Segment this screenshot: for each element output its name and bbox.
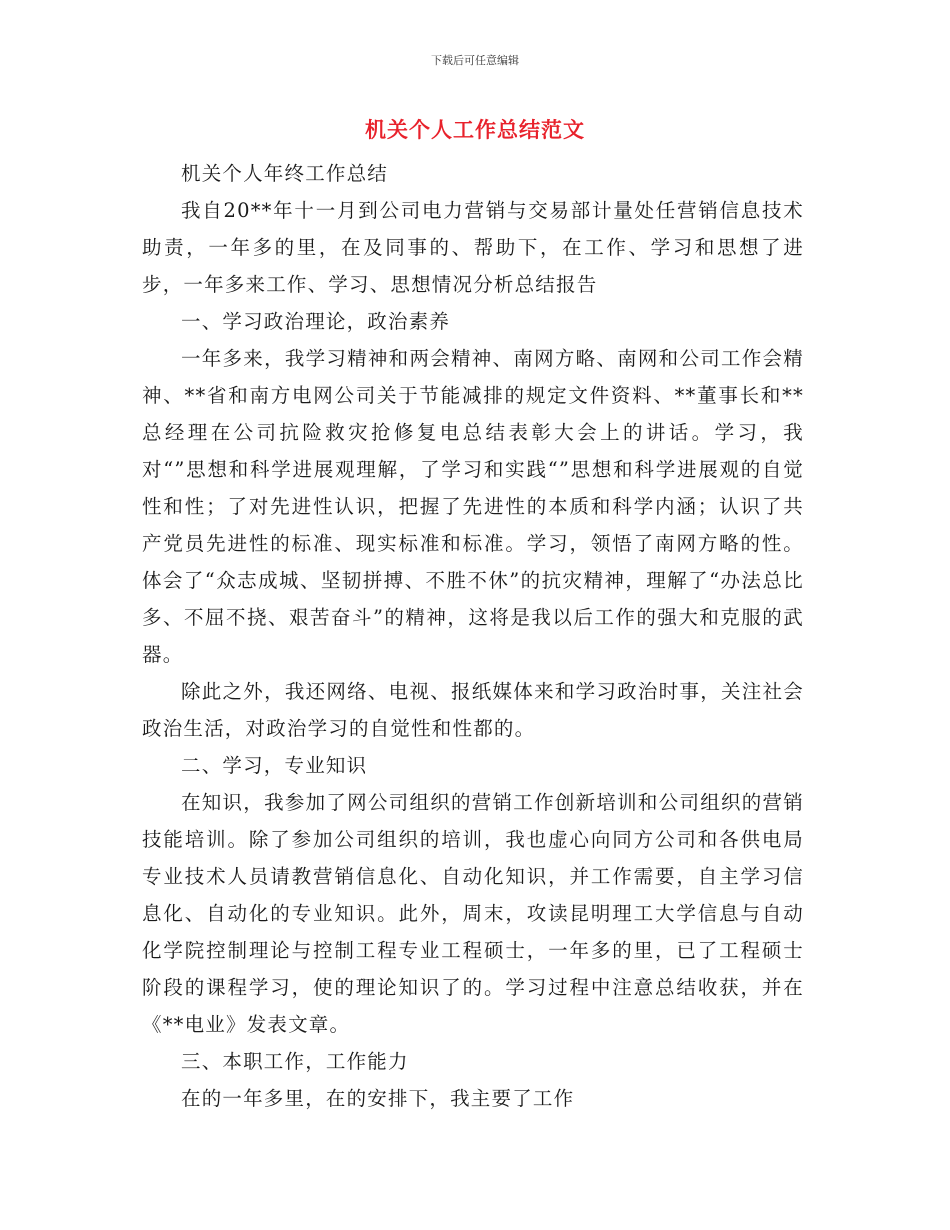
paragraph-work-intro: 在的一年多里，在的安排下，我主要了工作 (181, 1087, 575, 1110)
paragraph-intro: 我自20**年十一月到公司电力营销与交易部计量处任营销信息技术助责，一年多的里，在及同事的、帮助下，在工作、学习和思想了进步，一年多来工作、学习、思想情况分析总结报告 (142, 199, 804, 296)
page-header-note: 下载后可任意编辑 (431, 54, 519, 67)
paragraph-subtitle: 机关个人年终工作总结 (181, 162, 389, 185)
paragraph-media-study: 除此之外，我还网络、电视、报纸媒体来和学习政治时事，关注社会政治生活，对政治学习的自觉性和性都的。 (142, 680, 804, 740)
paragraph-professional-study: 在知识，我参加了网公司组织的营销工作创新培训和公司组织的营销技能培训。除了参加公司组织的培训，我也虚心向同方公司和各供电局专业技术人员请教营销信息化、自动化知识，并工作需要，自主学习信息化、自动化的专业知识。此外，周末，攻读昆明理工大学信息与自动化学院控制理论与控制工程专业工程硕士，一年多的里，已了工程硕士阶段的课程学习，使的理论知识了的。学习过程中注意总结收获，并在《**电业》发表文章。 (142, 791, 804, 1036)
document-body (142, 155, 804, 1117)
section-heading-1: 一、学习政治理论，政治素养 (181, 310, 451, 333)
paragraph-political-study: 一年多来，我学习精神和两会精神、南网方略、南网和公司工作会精神、**省和南方电网公司关于节能减排的规定文件资料、**董事长和**总经理在公司抗险救灾抢修复电总结表彰大会上的讲话。学习，我对“”思想和科学进展观理解，了学习和实践“”思想和科学进展观的自觉性和性；了对先进性认识，把握了先进性的本质和科学内涵；认识了共产党员先进性的标准、现实标准和标准。学习，领悟了南网方略的性。体会了“众志成城、坚韧拼搏、不胜不休”的抗灾精神，理解了“办法总比多、不屈不挠、艰苦奋斗”的精神，这将是我以后工作的强大和克服的武器。 (142, 347, 804, 666)
section-heading-3: 三、本职工作，工作能力 (181, 1050, 409, 1073)
section-heading-2: 二、学习，专业知识 (181, 754, 368, 777)
document-title: 机关个人工作总结范文 (365, 117, 585, 142)
